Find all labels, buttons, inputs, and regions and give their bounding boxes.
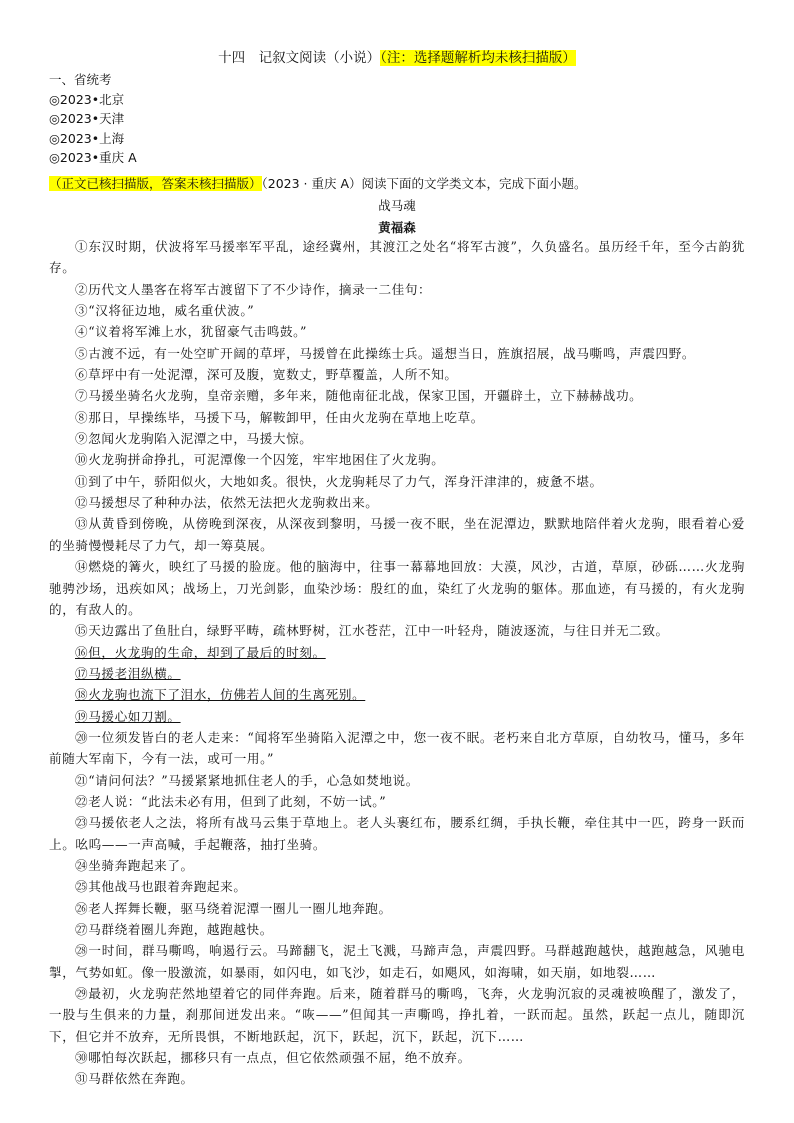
story-paragraph <box>49 236 745 279</box>
story-paragraph <box>49 300 745 321</box>
paragraph-text: ④“议着将军滩上水，犹留豪气击鸣鼓。” <box>75 324 308 340</box>
paragraph-text: ⑳一位须发皆白的老人走来：“闻将军坐骑陷入泥潭之中，您一夜不眠。老朽来自北方草原，自幼牧马，懂马，多年前随大军南下，今有一法，或可一用。” <box>49 729 745 767</box>
story-paragraph <box>49 1047 745 1068</box>
paragraph-text: ㉔坐骑奔跑起来了。 <box>75 857 194 873</box>
story-author: 黄福森 <box>378 220 416 235</box>
story-paragraph <box>49 727 745 770</box>
story-paragraph <box>49 876 745 897</box>
paragraph-text: ㉒老人说：“此法未必有用，但到了此刻，不妨一试。” <box>75 793 387 809</box>
paragraph-text: ⑤古渡不远，有一处空旷开阔的草坪，马援曾在此操练士兵。遥想当日，旌旗招展，战马嘶鸣，声震四野。 <box>75 345 696 361</box>
story-paragraph <box>49 706 745 727</box>
paragraph-text: ㉛马群依然在奔跑。 <box>75 1071 194 1087</box>
story-paragraph <box>49 855 745 876</box>
paragraph-text: ①东汉时期，伏波将军马援率军平乱，途经冀州，其渡江之处名“将军古渡”，久负盛名。虽历经千年，至今古韵犹存。 <box>49 239 745 276</box>
paragraph-text: ⑧那日，早操练毕，马援下马，解鞍卸甲，任由火龙驹在草地上吃草。 <box>75 409 485 425</box>
story-paragraph <box>49 428 745 449</box>
story-paragraph <box>49 812 745 855</box>
story-paragraph <box>49 449 745 470</box>
outline-item: ◎2023•上海 <box>49 130 125 146</box>
paragraph-text: ⑰马援老泪纵横。 <box>75 665 181 681</box>
scan-status-highlight: （正文已核扫描版，答案未核扫描版） <box>49 176 262 191</box>
paragraph-text: ㉖老人挥舞长鞭，驱马绕着泥潭一圈儿一圈儿地奔跑。 <box>75 900 392 916</box>
story-paragraph <box>49 556 745 620</box>
story-paragraph <box>49 471 745 492</box>
paragraph-text: ㉕其他战马也跟着奔跑起来。 <box>75 879 247 895</box>
paragraph-text: ㉚哪怕每次跃起，挪移只有一点点，但它依然顽强不屈，绝不放弃。 <box>75 1050 471 1066</box>
paragraph-text: ⑪到了中午，骄阳似火，大地如炙。很快，火龙驹耗尽了力气，浑身汗津津的，疲惫不堪。 <box>75 473 603 489</box>
paragraph-text: ⑮天边露出了鱼肚白，绿野平畴，疏林野树，江水苍茫，江中一叶轻舟，随波逐流，与往日并无二致。 <box>75 623 669 639</box>
paragraph-text: ㉑“请问何法？”马援紧紧地抓住老人的手，心急如焚地说。 <box>75 772 419 788</box>
story-paragraph <box>49 279 745 300</box>
story-paragraph <box>49 663 745 684</box>
story-paragraph <box>49 492 745 513</box>
paragraph-text: ⑦马援坐骑名火龙驹，皇帝亲赠，多年来，随他南征北战，保家卫国，开疆辟土，立下赫赫战功。 <box>75 388 643 404</box>
story-body <box>49 236 745 1090</box>
paragraph-text: ⑬从黄昏到傍晚，从傍晚到深夜，从深夜到黎明，马援一夜不眠，坐在泥潭边，默默地陪伴着火龙驹，眼看着心爱的坐骑慢慢耗尽了力气，却一筹莫展。 <box>49 516 745 553</box>
paragraph-text: ㉘一时间，群马嘶鸣，响遏行云。马蹄翻飞，泥土飞溅，马蹄声急，声震四野。马群越跑越快，越跑越急，风驰电掣，气势如虹。像一股激流，如暴雨，如闪电，如飞沙，如走石，如飓风，如海啸，如天崩，如地裂…… <box>49 943 745 980</box>
paragraph-text: ⑥草坪中有一处泥潭，深可及腹，宽数丈，野草覆盖，人所不知。 <box>75 367 458 383</box>
story-paragraph <box>49 1068 745 1089</box>
intro-text: （2023 · 重庆 A）阅读下面的文学类文本，完成下面小题。 <box>261 176 587 191</box>
paragraph-text: ⑯但，火龙驹的生命，却到了最后的时刻。 <box>75 644 326 660</box>
page-title <box>0 49 794 67</box>
paragraph-text: ⑩火龙驹拼命挣扎，可泥潭像一个囚笼，牢牢地困住了火龙驹。 <box>75 452 445 468</box>
story-paragraph <box>49 684 745 705</box>
paragraph-text: ㉗马群绕着圈儿奔跑，越跑越快。 <box>75 922 273 937</box>
story-paragraph <box>49 321 745 342</box>
story-paragraph <box>49 791 745 812</box>
story-paragraph <box>49 385 745 406</box>
paragraph-text: ⑱火龙驹也流下了泪水，仿佛若人间的生离死别。 <box>75 687 366 703</box>
question-intro <box>49 174 749 193</box>
paragraph-text: ⑨忽闻火龙驹陷入泥潭之中，马援大惊。 <box>75 431 313 447</box>
story-paragraph <box>49 513 745 556</box>
outline-list <box>49 70 137 168</box>
paragraph-text: ③“汉将征边地，威名重伏波。” <box>75 303 255 319</box>
story-paragraph <box>49 770 745 791</box>
outline-item: ◎2023•天津 <box>49 111 125 127</box>
section-title: 十四 记叙文阅读（小说） <box>218 50 381 66</box>
story-paragraph <box>49 983 745 1047</box>
scan-note-highlight: （注：选择题解析均未核扫描版） <box>380 50 576 66</box>
story-paragraph <box>49 407 745 428</box>
story-paragraph <box>49 940 745 983</box>
outline-heading: 一、省统考 <box>49 72 112 87</box>
story-paragraph <box>49 343 745 364</box>
story-paragraph <box>49 364 745 385</box>
outline-item: ◎2023•重庆 A <box>49 150 137 166</box>
story-paragraph <box>49 898 745 919</box>
story-paragraph <box>49 620 745 641</box>
outline-item: ◎2023•北京 <box>49 91 125 107</box>
story-title: 战马魂 <box>378 198 416 213</box>
paragraph-text: ⑭燃烧的篝火，映红了马援的脸庞。他的脑海中，往事一幕幕地回放：大漠，风沙，古道，草原，砂砾……火龙驹驰骋沙场，迅疾如风；战场上，刀光剑影，血染沙场：殷红的血，染红了火龙驹的躯体。那血迹，有马援的，有火龙驹的，有敌人的。 <box>49 559 745 617</box>
story-paragraph <box>49 642 745 663</box>
paragraph-text: ⑲马援心如刀割。 <box>75 708 181 724</box>
paragraph-text: ②历代文人墨客在将军古渡留下了不少诗作，摘录一二佳句： <box>75 281 432 297</box>
paragraph-text: ⑫马援想尽了种种办法，依然无法把火龙驹救出来。 <box>75 495 379 511</box>
paragraph-text: ㉙最初，火龙驹茫然地望着它的同伴奔跑。后来，随着群马的嘶鸣，飞奔，火龙驹沉寂的灵魂被唤醒了，激发了，一股与生俱来的力量，刹那间迸发出来。“咴——”但闻其一声嘶鸣，挣扎着，一跃而起。虽然，跃起一点儿，随即沉下，但它并不放弃，无所畏惧，不断地跃起，沉下，跃起，沉下，跃起，沉下…… <box>49 986 745 1044</box>
paragraph-text: ㉓马援依老人之法，将所有战马云集于草地上。老人头裹红布，腰系红绸，手执长鞭，牵住其中一匹，跨身一跃而上。吆呜——一声高喊，手起鞭落，抽打坐骑。 <box>49 815 745 852</box>
story-paragraph <box>49 919 745 940</box>
